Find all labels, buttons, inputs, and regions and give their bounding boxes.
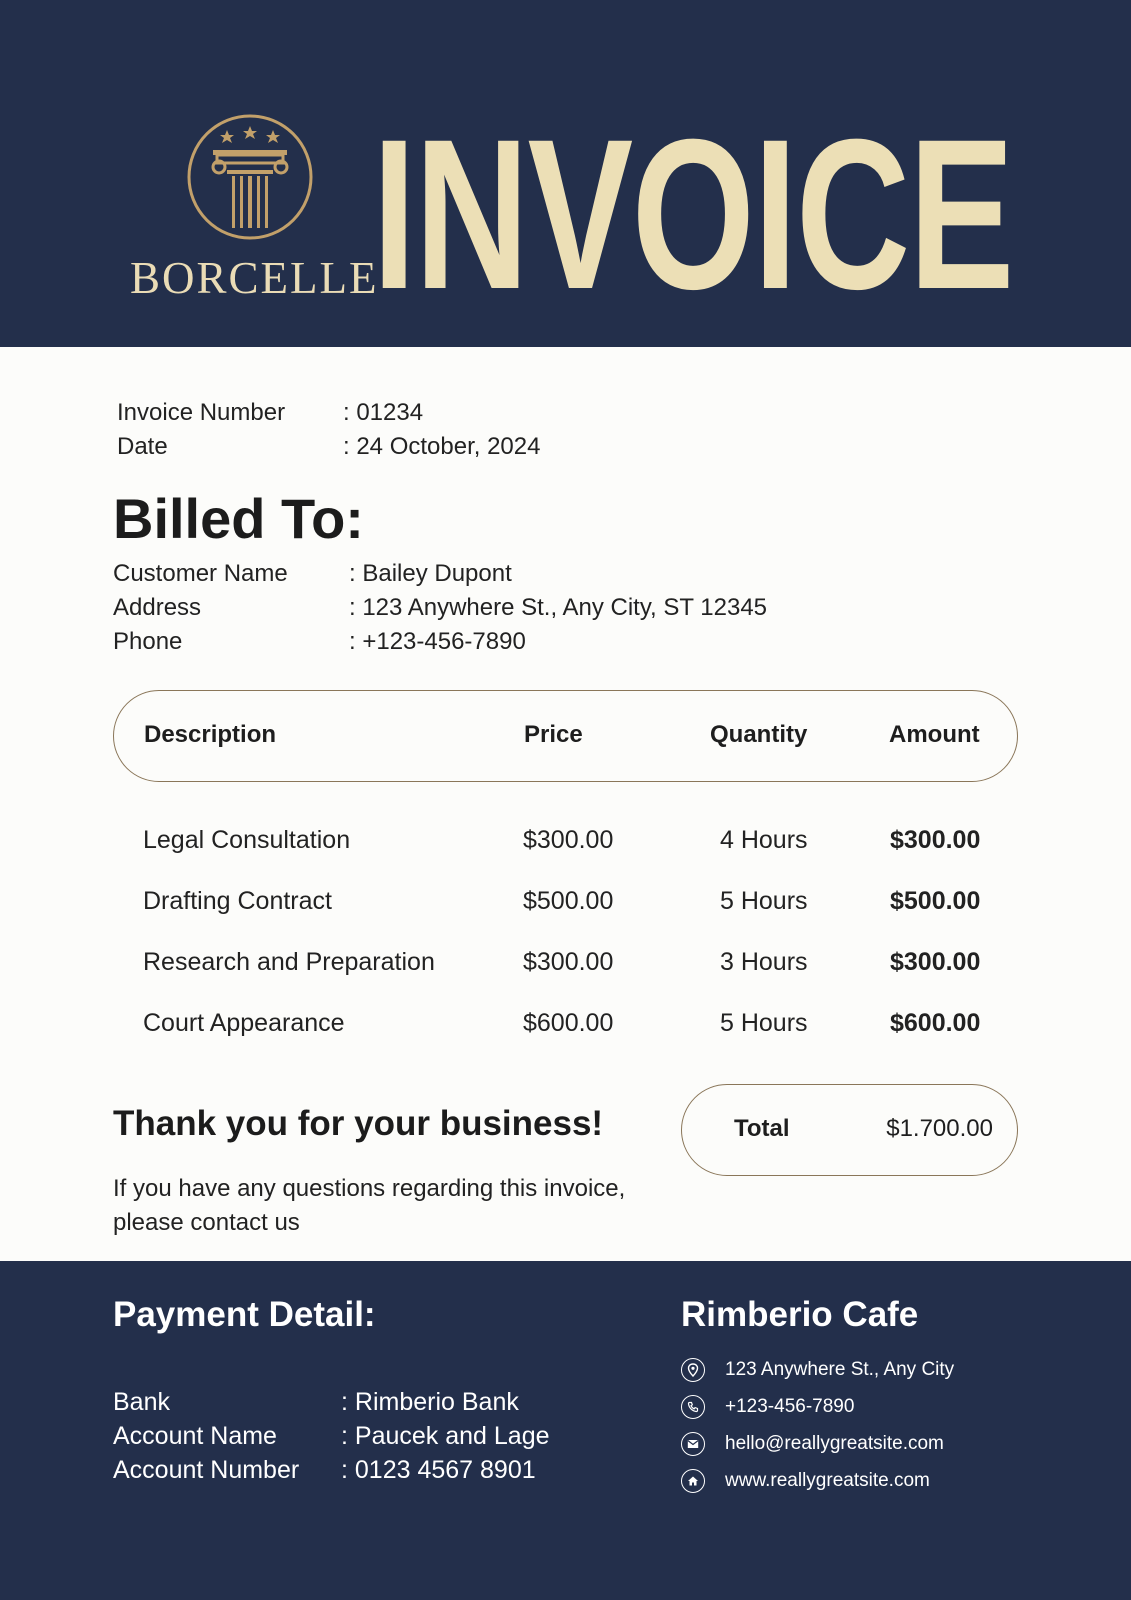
field-value: : Rimberio Bank xyxy=(341,1388,519,1416)
column-header-description: Description xyxy=(144,721,277,748)
table-row xyxy=(0,816,1131,877)
table-row xyxy=(0,999,1131,1060)
column-header-price: Price xyxy=(524,721,583,748)
contact-address xyxy=(681,1351,954,1388)
total-box xyxy=(681,1084,1018,1176)
contact-email xyxy=(681,1425,954,1462)
total-label: Total xyxy=(734,1115,790,1142)
customer-name-row xyxy=(113,557,767,591)
payment-detail-heading: Payment Detail: xyxy=(113,1295,376,1334)
column-header-amount: Amount xyxy=(889,721,980,748)
phone-icon xyxy=(681,1395,705,1419)
billed-to-details xyxy=(113,557,767,659)
contact-text: hello@reallygreatsite.com xyxy=(725,1432,944,1454)
contact-website xyxy=(681,1462,954,1499)
billed-to-heading: Billed To: xyxy=(113,487,364,550)
field-label: Account Number xyxy=(113,1456,300,1484)
item-amount: $300.00 xyxy=(890,826,981,854)
meta-label: Invoice Number xyxy=(117,399,286,426)
meta-value: : 24 October, 2024 xyxy=(343,433,541,460)
field-label: Account Name xyxy=(113,1422,277,1450)
item-price: $300.00 xyxy=(523,948,614,976)
contact-note: If you have any questions regarding this invoice, please contact us xyxy=(113,1175,626,1236)
field-value: : 123 Anywhere St., Any City, ST 12345 xyxy=(349,594,768,621)
home-icon xyxy=(681,1469,705,1493)
invoice-meta xyxy=(117,396,540,464)
invoice-footer xyxy=(0,1261,1131,1600)
account-name-row xyxy=(113,1419,550,1453)
field-value: : Bailey Dupont xyxy=(349,560,512,587)
item-description: Legal Consultation xyxy=(143,826,351,854)
invoice-number-row xyxy=(117,396,540,430)
brand-name: BORCELLE xyxy=(130,253,379,303)
table-header xyxy=(113,690,1018,782)
line-items xyxy=(0,816,1131,1060)
field-label: Bank xyxy=(113,1388,170,1416)
account-number-row xyxy=(113,1453,550,1487)
item-amount: $500.00 xyxy=(890,887,981,915)
total-value: $1.700.00 xyxy=(886,1115,993,1142)
field-label: Address xyxy=(113,594,202,621)
email-icon xyxy=(681,1432,705,1456)
item-amount: $600.00 xyxy=(890,1009,981,1037)
location-pin-icon xyxy=(681,1358,705,1382)
phone-row xyxy=(113,625,767,659)
field-value: : 0123 4567 8901 xyxy=(341,1456,536,1484)
field-label: Phone xyxy=(113,628,183,655)
contact-phone xyxy=(681,1388,954,1425)
item-amount: $300.00 xyxy=(890,948,981,976)
page-title: INVOICE xyxy=(372,95,1013,334)
field-label: Customer Name xyxy=(113,560,288,587)
item-quantity: 5 Hours xyxy=(720,1009,808,1037)
item-price: $300.00 xyxy=(523,826,614,854)
invoice-date-row xyxy=(117,430,540,464)
meta-label: Date xyxy=(117,433,168,460)
meta-value: : 01234 xyxy=(343,399,424,426)
contact-text: www.reallygreatsite.com xyxy=(725,1469,930,1491)
bank-row xyxy=(113,1385,550,1419)
address-row xyxy=(113,591,767,625)
item-quantity: 5 Hours xyxy=(720,887,808,915)
pillar-icon xyxy=(185,112,315,242)
item-description: Drafting Contract xyxy=(143,887,332,915)
contact-text: 123 Anywhere St., Any City xyxy=(725,1358,955,1380)
item-quantity: 3 Hours xyxy=(720,948,808,976)
payment-details xyxy=(113,1385,550,1487)
item-price: $500.00 xyxy=(523,887,614,915)
thank-you-heading: Thank you for your business! xyxy=(113,1104,604,1143)
company-contacts xyxy=(681,1351,954,1499)
invoice-header xyxy=(0,0,1131,347)
item-description: Court Appearance xyxy=(143,1009,345,1037)
company-name: Rimberio Cafe xyxy=(681,1295,919,1334)
field-value: : +123-456-7890 xyxy=(349,628,526,655)
item-price: $600.00 xyxy=(523,1009,614,1037)
field-value: : Paucek and Lage xyxy=(341,1422,550,1450)
item-description: Research and Preparation xyxy=(143,948,435,976)
contact-text: +123-456-7890 xyxy=(725,1395,855,1417)
item-quantity: 4 Hours xyxy=(720,826,808,854)
table-row xyxy=(0,938,1131,999)
table-row xyxy=(0,877,1131,938)
column-header-quantity: Quantity xyxy=(710,721,808,748)
